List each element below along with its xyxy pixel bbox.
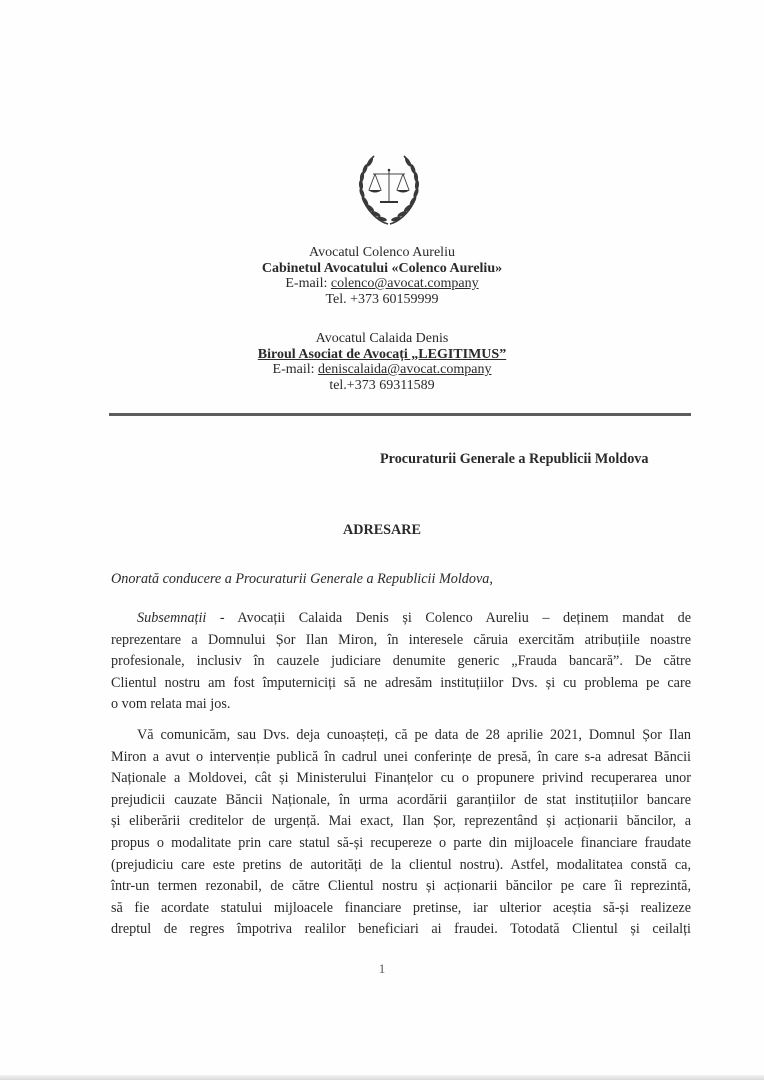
lawyer1-email-link[interactable]: colenco@avocat.company: [330, 276, 479, 291]
paragraph-1: [111, 608, 691, 716]
lawyer1-email-label: E-mail:: [285, 276, 331, 291]
paragraph-line: să fie acordate statului mijloacele financiare pretinse, iar ulterior aceștia să-și realizeze: [111, 899, 691, 916]
paragraph-2: [111, 725, 691, 941]
document-title: ADRESARE: [342, 522, 422, 538]
lawyer2-email-line: [0, 362, 764, 378]
paragraph-line: profesionale, inclusiv în cauzele judiciare denumite generic „Frauda bancară”. De către: [111, 653, 691, 670]
paragraph-line: și eliberării creditelor de urgență. Mai exact, Ilan Șor, reprezentând și acționarii băncilor, a: [111, 813, 691, 830]
lawyer1-name: Avocatul Colenco Aureliu: [309, 245, 455, 260]
lawyer2-name: Avocatul Calaida Denis: [315, 331, 449, 346]
paragraph-line: prejudicii cauzate Băncii Naționale, în urma acordării garanțiilor de stat instituțiilor bancare: [111, 791, 691, 808]
lawyer1-contact-block: [0, 245, 764, 307]
lawyer1-email-line: [0, 276, 764, 292]
recipient: Procuraturii Generale a Republicii Moldova: [380, 451, 649, 467]
paragraph-line: într-un termen rezonabil, de către Clientul nostru și acționarii băncilor pe care îi reprezintă,: [111, 878, 691, 895]
lawyer1-office: Cabinetul Avocatului «Colenco Aureliu»: [261, 260, 503, 276]
lawyer2-email-link[interactable]: deniscalaida@avocat.company: [318, 362, 492, 377]
lawyer2-contact-block: [0, 331, 764, 393]
paragraph-line: Miron a avut o intervenție publică în cadrul unei conferințe de presă, în care s-a adresat Băncii: [111, 748, 691, 765]
lawyer1-phone: Tel. +373 60159999: [325, 291, 439, 307]
scan-bottom-edge: [0, 1075, 764, 1080]
salutation: Onorată conducere a Procuraturii Generale a Republicii Moldova,: [111, 571, 493, 587]
paragraph-line: (prejudiciu care este pretins de autorități de la clientul nostru). Astfel, modalitatea constă ca,: [111, 856, 691, 873]
paragraph-line: propus o modalitate prin care statul să-și recupereze o parte din mijloacele financiare fraudate: [111, 834, 691, 851]
paragraph-line: Naționale a Moldovei, cât și Ministerului Finanțelor cu o propunere privind recuperarea unor: [111, 770, 691, 787]
lawyer2-phone: tel.+373 69311589: [329, 377, 435, 393]
paragraph-line: o vom relata mai jos.: [111, 696, 231, 713]
letterhead-divider: [109, 413, 691, 416]
paragraph-line: Vă comunicăm, sau Dvs. deja cunoașteți, că pe data de 28 aprilie 2021, Domnul Șor Ilan: [137, 727, 691, 743]
paragraph-line: Clientul nostru am fost împuterniciți să ne adresăm instituțiilor Dvs. și cu problema pe care: [111, 674, 691, 691]
paragraph-lead-italic: Subsemnații: [137, 610, 207, 626]
lawyer2-office: Biroul Asociat de Avocați „LEGITIMUS”: [257, 346, 507, 362]
lawyer2-email-label: E-mail:: [272, 362, 319, 377]
paragraph-line: Subsemnații - Avocații Calaida Denis și Colenco Aureliu – deținem mandat de: [137, 610, 691, 626]
scales-of-justice-laurel-icon: [352, 152, 426, 228]
paragraph-line: dreptul de regres împotriva realilor beneficiari ai fraudei. Totodată Clientul și ceilalți: [111, 921, 691, 938]
paragraph-line: reprezentare a Domnului Șor Ilan Miron, în interesele căruia exercităm atribuțiile noastre: [111, 631, 691, 648]
page-number: 1: [378, 961, 386, 976]
